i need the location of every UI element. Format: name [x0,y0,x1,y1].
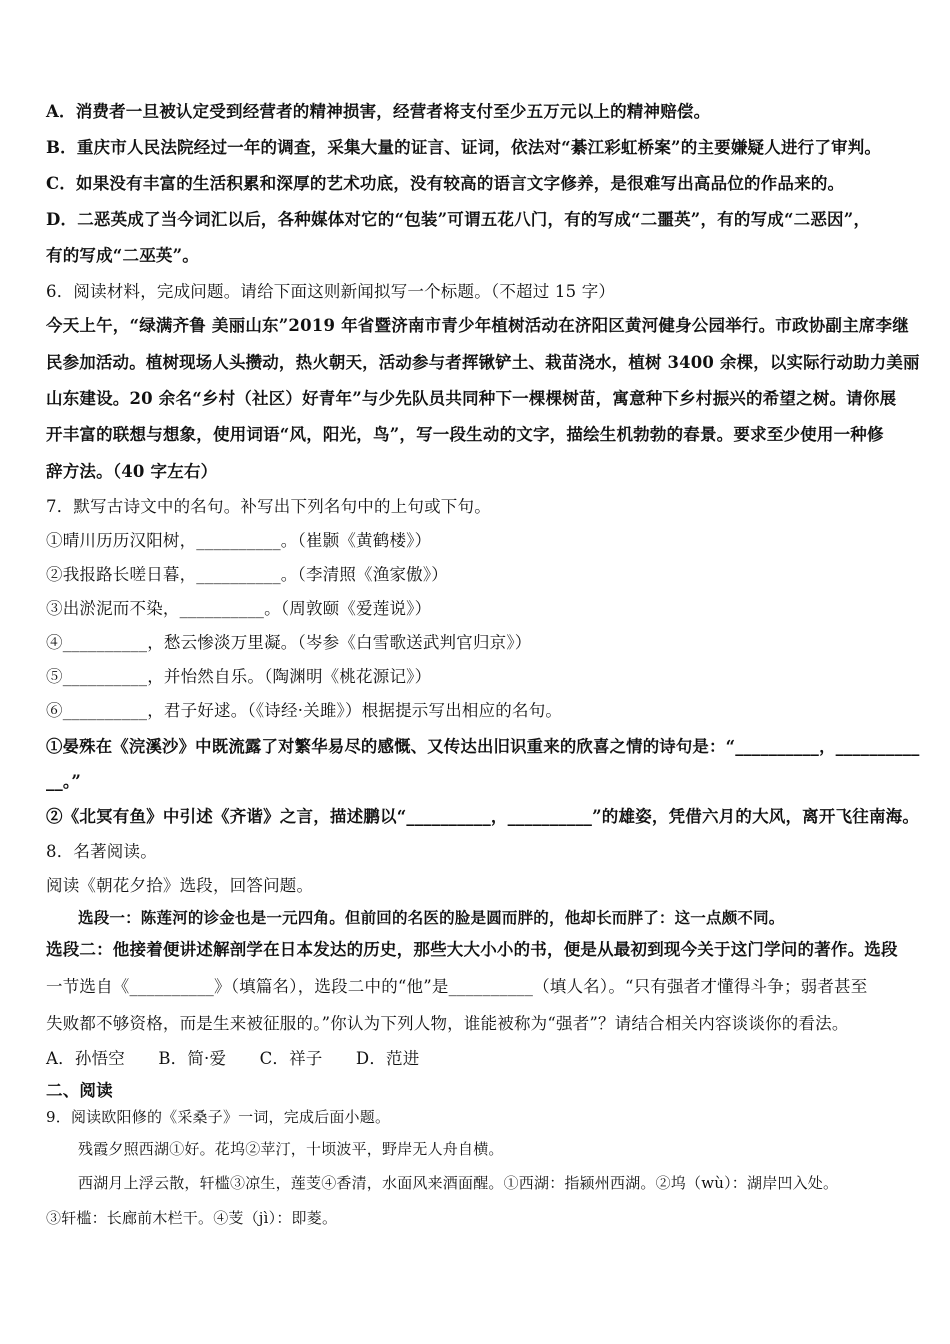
q6-passage-line1: 今天上午，“绿满齐鲁 美丽山东”2019 年省暨济南市青少年植树活动在济阳区黄河健身公园举行。市政协副主席李继 [46,316,909,335]
q5-option-d-line2: 有的写成“二巫英”。 [46,246,199,265]
q8-options: A．孙悟空 B．简·爱 C．祥子 D．范进 [46,1049,420,1068]
poem-line1: 残霞夕照西湖①好。花坞②苹汀，十顷波平，野岸无人舟自横。 [78,1140,504,1158]
poem-line2-notes: 西湖月上浮云散，轩槛③凉生，莲芰④香清，水面风来酒面醒。①西湖：指颍州西湖。②坞（wù）：湖岸凹入处。 [78,1174,839,1192]
q8-excerpt1: 选段一：陈莲河的诊金也是一元四角。但前回的名医的脸是圆而胖的，他却长而胖了：这一点颇不同。 [78,908,785,927]
q9-title: 9．阅读欧阳修的《采桑子》一词，完成后面小题。 [46,1108,391,1126]
q7-item2: ②我报路长嗟日暮，__________。（李清照《渔家傲》） [46,565,448,584]
q7-item7-line1: ①晏殊在《浣溪沙》中既流露了对繁华易尽的感慨、又传达出旧识重来的欣喜之情的诗句是：“__________，__________ [46,737,920,756]
q5-option-a: A．消费者一旦被认定受到经营者的精神损害，经营者将支付至少五万元以上的精神赔偿。 [46,102,711,121]
q6-passage-line5: 辞方法。（40 字左右） [46,462,218,481]
poem-notes-line: ③轩槛：长廊前木栏干。④芰（jì）：即菱。 [46,1209,338,1227]
q5-option-d-line1: D．二恶英成了当今词汇以后，各种媒体对它的“包装”可谓五花八门，有的写成“二噩英”，有的写成“二恶因”， [46,210,871,229]
q8-question-line1: 一节选自《__________》（填篇名），选段二中的“他”是__________（填人名）。“只有强者才懂得斗争；弱者甚至 [46,977,868,996]
q5-option-b: B．重庆市人民法院经过一年的调查，采集大量的证言、证词，依法对“綦江彩虹桥案”的主要嫌疑人进行了审判。 [46,138,882,157]
q8-intro: 阅读《朝花夕拾》选段，回答问题。 [46,876,314,895]
q7-item3: ③出淤泥而不染，__________。（周敦颐《爱莲说》） [46,599,432,618]
q6-passage-line4: 开丰富的联想与想象，使用词语“风，阳光，鸟”，写一段生动的文字，描绘生机勃勃的春景。要求至少使用一种修 [46,425,884,444]
q7-item8: ②《北冥有鱼》中引述《齐谐》之言，描述鹏以“__________，__________”的雄姿，凭借六月的大风，离开飞往南海。 [46,807,920,826]
q8-title: 8．名著阅读。 [46,842,157,861]
q7-item6: ⑥__________，君子好逑。（《诗经·关雎》）根据提示写出相应的名句。 [46,701,563,720]
q8-excerpt2: 选段二：他接着便讲述解剖学在日本发达的历史，那些大大小小的书，便是从最初到现今关于这门学问的著作。选段 [46,940,898,959]
section-two-heading: 二、阅读 [46,1081,113,1100]
q5-option-c: C．如果没有丰富的生活积累和深厚的艺术功底，没有较高的语言文字修养，是很难写出高品位的作品来的。 [46,174,845,193]
q6-title: 6．阅读材料，完成问题。请给下面这则新闻拟写一个标题。（不超过 15 字） [46,282,616,301]
q6-passage-line3: 山东建设。20 余名“乡村（社区）好青年”与少先队员共同种下一棵棵树苗，寓意种下乡村振兴的希望之树。请你展 [46,389,897,408]
q7-item1: ①晴川历历汉阳树，__________。（崔颢《黄鹤楼》） [46,531,432,550]
q8-question-line2: 失败都不够资格，而是生来被征服的。”你认为下列人物，谁能被称为“强者”？请结合相关内容谈谈你的看法。 [46,1014,849,1033]
q7-item7-line2: __。” [46,772,82,791]
q7-title: 7．默写古诗文中的名句。补写出下列名句中的上句或下句。 [46,497,491,516]
q7-item4: ④__________，愁云惨淡万里凝。（岑参《白雪歌送武判官归京》） [46,633,532,652]
q6-passage-line2: 民参加活动。植树现场人头攒动，热火朝天，活动参与者挥锹铲土、栽苗浇水，植树 3400 余棵，以实际行动助力美丽 [46,353,920,372]
q7-item5: ⑤__________，并怡然自乐。（陶渊明《桃花源记》） [46,667,432,686]
